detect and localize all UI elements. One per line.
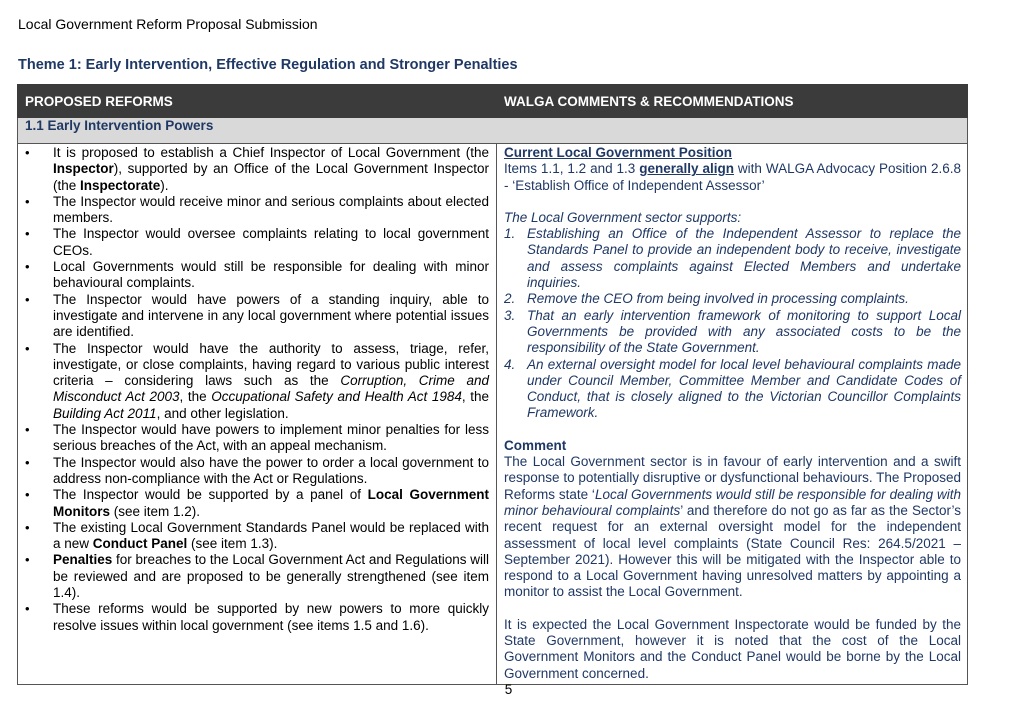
bullet-icon: • — [25, 259, 30, 275]
bullet-icon: • — [25, 422, 30, 438]
list-item: 1. Establishing an Office of the Independent Assessor to replace the Standards Panel to provide an independent body to receive, investigate and assess complaints against Elected Members and undertake inquiries. — [504, 226, 961, 291]
supports-intro: The Local Government sector supports: — [504, 209, 742, 225]
bullet-icon: • — [25, 193, 30, 209]
list-item: • The Inspector would receive minor and serious complaints about elected members. — [25, 193, 489, 226]
list-item: 3. That an early intervention framework of monitoring to support Local Governments be provided with any associated costs to be the responsibility of the State Government. — [504, 307, 961, 356]
bullet-icon: • — [25, 340, 30, 356]
table-header-row — [18, 85, 968, 118]
list-item: • The Inspector would have the authority to assess, triage, refer, investigate, or close complaints, having regard to various public interest criteria – considering laws such as the Corruption, Crime and Misconduct Act 2003, the Occupational Safety and Health Act 1984, the Building Act 2011, and other legislation. — [25, 340, 489, 421]
theme-title: Theme 1: Early Intervention, Effective Regulation and Stronger Penalties — [18, 57, 518, 73]
section-title: 1.1 Early Intervention Powers — [18, 118, 968, 144]
list-item: • The Inspector would have powers of a standing inquiry, able to investigate and intervene in any local government where potential issues are identified. — [25, 291, 489, 340]
column-header-walga-comments: WALGA COMMENTS & RECOMMENDATIONS — [497, 85, 968, 118]
list-item: • The Inspector would also have the power to order a local government to address non-compliance with the Act or Regulations. — [25, 454, 489, 486]
bullet-icon: • — [25, 226, 30, 242]
reforms-table — [17, 84, 968, 685]
list-item: • The Inspector would be supported by a panel of Local Government Monitors (see item 1.2). — [25, 487, 489, 519]
list-item: • It is proposed to establish a Chief Inspector of Local Government (the Inspector), supported by an Office of the Local Government Inspector (the Inspectorate). — [25, 145, 489, 193]
bullet-icon: • — [25, 487, 30, 503]
document-header: Local Government Reform Proposal Submission — [18, 16, 318, 32]
list-item: • Local Governments would still be responsible for dealing with minor behavioural complaints. — [25, 259, 489, 291]
page-number: 5 — [504, 682, 513, 697]
list-item: • These reforms would be supported by new powers to more quickly resolve issues within local government (see items 1.5 and 1.6). — [25, 601, 489, 633]
comment-paragraph: The Local Government sector is in favour of early intervention and a swift response to potentially disruptive or dysfunctional behaviours. The Proposed Reforms state ‘Local Governments would still be responsible for dealing with minor behavioural complaints’ and therefore do not go as far as the Sector’s recent request for an external oversight model for the independent assessment of local level complaints (State Council Res: 264.5/2021 – September 2021). However this will be mitigated with the Inspector able to respond to a Local Government having unresolved matters by appointing a monitor to assist the Local Government. — [504, 454, 961, 600]
walga-comments-cell — [497, 144, 968, 685]
reforms-list — [22, 145, 489, 634]
column-header-proposed-reforms: PROPOSED REFORMS — [18, 85, 497, 118]
position-text: Items 1.1, 1.2 and 1.3 generally align with WALGA Advocacy Position 2.6.8 - ‘Establish Office of Independent Assessor’ — [504, 161, 961, 193]
bullet-icon: • — [25, 145, 30, 160]
position-heading: Current Local Government Position — [504, 145, 733, 160]
bullet-icon: • — [25, 519, 30, 535]
section-row — [18, 118, 968, 144]
comment-paragraph-funding: It is expected the Local Government Inspectorate would be funded by the State Government, however it is noted that the cost of the Local Government Monitors and the Conduct Panel would be borne by the Local Government concerned. — [504, 616, 961, 681]
list-item: • The existing Local Government Standards Panel would be replaced with a new Conduct Panel (see item 1.3). — [25, 519, 489, 552]
proposed-reforms-cell — [18, 144, 497, 685]
bullet-icon: • — [25, 601, 30, 617]
list-item: • Penalties for breaches to the Local Government Act and Regulations will be reviewed and are proposed to be generally strengthened (see item 1.4). — [25, 552, 489, 601]
bullet-icon: • — [25, 552, 30, 568]
list-item: 2. Remove the CEO from being involved in processing complaints. — [504, 291, 909, 307]
comment-heading: Comment — [504, 437, 567, 453]
content-row — [18, 144, 968, 685]
list-item: • The Inspector would have powers to implement minor penalties for less serious breaches of the Act, with an appeal mechanism. — [25, 422, 489, 454]
list-item: 4. An external oversight model for local level behavioural complaints made under Council Member, Committee Member and Candidate Codes of Conduct, that is closely aligned to the Victorian Councillor Complaints Framework. — [504, 356, 961, 421]
bullet-icon: • — [25, 291, 30, 307]
bullet-icon: • — [25, 454, 30, 470]
supports-list — [504, 226, 961, 422]
list-item: • The Inspector would oversee complaints relating to local government CEOs. — [25, 226, 489, 258]
